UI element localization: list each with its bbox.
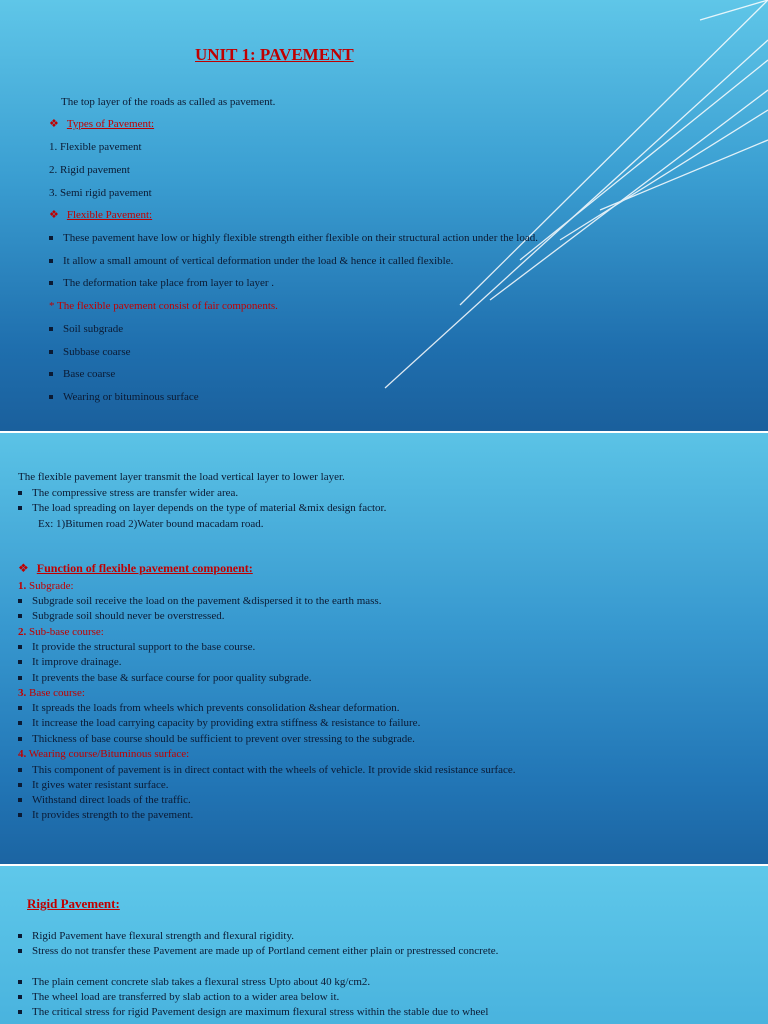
slide-1: [0, 0, 768, 433]
rigid-heading: Rigid Pavement:: [27, 896, 120, 911]
flex-bullet: The deformation take place from layer to layer .: [49, 276, 274, 290]
component-item: Soil subgrade: [49, 322, 123, 336]
type-item: 3. Semi rigid pavement: [49, 187, 152, 199]
section-item: This component of pavement is in direct contact with the wheels of vehicle. It provide skid resistance surface.: [18, 763, 516, 778]
section-item: It provides strength to the pavement.: [18, 808, 193, 823]
slide-title: UNIT 1: PAVEMENT: [195, 45, 354, 64]
rigid-bullet: Rigid Pavement have flexural strength and flexural rigidity.: [18, 929, 294, 944]
component-item: Subbase coarse: [49, 345, 131, 359]
slide2-bullet: The load spreading on layer depends on the type of material &mix design factor.: [18, 501, 386, 515]
flex-bullet: It allow a small amount of vertical deformation under the load & hence it called flexible.: [49, 254, 453, 268]
section-item: It improve drainage.: [18, 655, 122, 670]
components-note: * The flexible pavement consist of fair components.: [49, 300, 278, 312]
component-item: Base coarse: [49, 367, 115, 381]
flex-heading: ❖ Flexible Pavement:: [49, 209, 153, 221]
section-item: Thickness of base course should be sufficient to prevent over stressing to the subgrade.: [18, 732, 415, 747]
slide-3: [0, 866, 768, 1024]
slide2-intro: The flexible pavement layer transmit the load vertical layer to lower layer.: [18, 471, 345, 483]
section-heading: 1. Subgrade:: [18, 580, 74, 592]
intro-text: The top layer of the roads as called as pavement.: [61, 96, 276, 108]
section-item: It increase the load carrying capacity by providing extra stiffness & resistance to failure.: [18, 716, 420, 731]
section-item: It prevents the base & surface course for poor quality subgrade.: [18, 671, 312, 686]
section-heading: 4. Wearing course/Bituminous surface:: [18, 748, 190, 760]
types-heading: ❖ Types of Pavement:: [49, 118, 155, 130]
section-item: Subgrade soil should never be overstressed.: [18, 609, 224, 624]
type-item: 1. Flexible pavement: [49, 141, 142, 153]
slide-2: [0, 433, 768, 866]
example-text: Ex: 1)Bitumen road 2)Water bound macadam road.: [38, 518, 264, 530]
slide2-bullet: The compressive stress are transfer wider area.: [18, 486, 238, 500]
rigid-bullet: The plain cement concrete slab takes a flexural stress Upto about 40 kg/cm2.: [18, 975, 370, 990]
section-item: It provide the structural support to the base course.: [18, 640, 255, 655]
section-item: It spreads the loads from wheels which prevents consolidation &shear deformation.: [18, 701, 400, 716]
section-item: Subgrade soil receive the load on the pavement &dispersed it to the earth mass.: [18, 594, 381, 609]
flex-bullet: These pavement have low or highly flexible strength either flexible on their structural action under the load.: [49, 231, 538, 245]
section-heading: 2. Sub-base course:: [18, 626, 104, 638]
component-item: Wearing or bituminous surface: [49, 390, 199, 404]
type-item: 2. Rigid pavement: [49, 164, 130, 176]
section-item: It gives water resistant surface.: [18, 778, 169, 793]
function-heading: ❖ Function of flexible pavement component:: [18, 561, 253, 575]
rigid-bullet: Stress do not transfer these Pavement are made up of Portland cement either plain or prestressed concrete.: [18, 944, 570, 959]
rigid-bullet: The critical stress for rigid Pavement design are maximum flexural stress within the stable due to wheel: [18, 1005, 488, 1020]
section-heading: 3. Base course:: [18, 687, 85, 699]
section-item: Withstand direct loads of the traffic.: [18, 793, 191, 808]
rigid-bullet: The wheel load are transferred by slab action to a wider area below it.: [18, 990, 339, 1005]
